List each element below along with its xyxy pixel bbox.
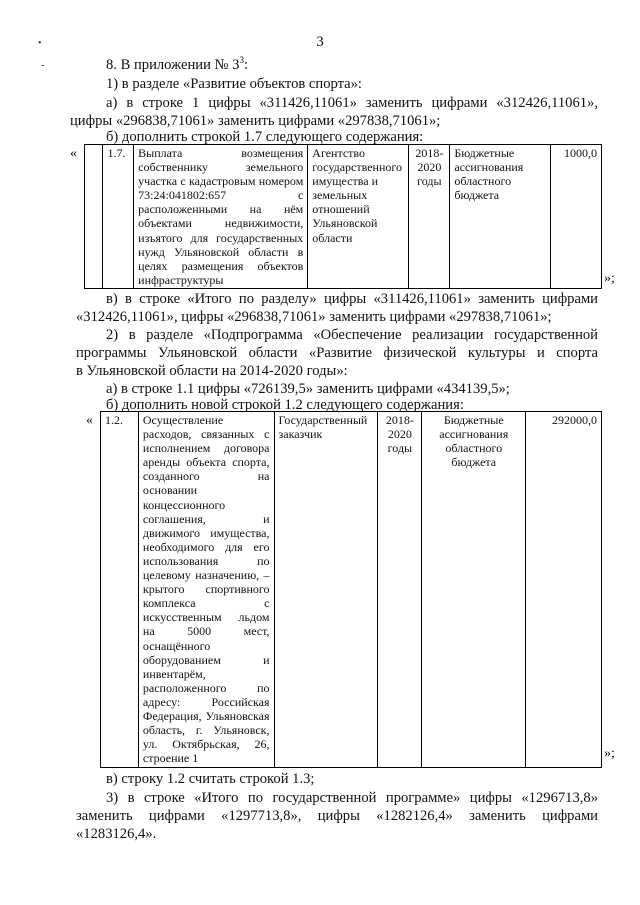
paragraph-line: б) дополнить новой строкой 1.2 следующего содержания: <box>106 397 464 413</box>
funding-source-cell: Бюджетные ассигнования областного бюджета <box>450 145 550 289</box>
paragraph-line: а) в строке 1 цифры «311426,11061» заменить цифрами «312426,11061», <box>106 95 598 111</box>
paragraph-line: заменить цифрами «1297713,8», цифры «1282126,4» заменить цифрами <box>76 808 598 824</box>
paragraph-line: «1283126,4». <box>76 826 157 842</box>
row-number-cell: 1.2. <box>101 412 139 768</box>
row-number-cell: 1.7. <box>103 145 134 289</box>
years-cell: 2018- 2020 годы <box>409 145 450 289</box>
paragraph-line: 1) в разделе «Развитие объектов спорта»: <box>106 76 362 92</box>
description-cell: Осуществление расходов, связанных с исполнением договора аренды объекта спорта, созданного на основании концессионного соглашения, и движимого имущества, необходимого для его использования по целевому назначению, – крытого спортивного комплекса с искусственным льдом на 5000 мест, оснащённого оборудованием и инвентарём, расположенного по адресу: Российская Федерация, Ульяновская область, г. Ульяновск, ул. Октябрьская, 26, строение 1 <box>138 412 274 768</box>
funding-source-cell: Бюджетные ассигнования областного бюджета <box>422 412 526 768</box>
paragraph-line: в Ульяновской области на 2014-2020 годы»: <box>76 363 348 379</box>
amount-cell: 292000,0 <box>526 412 602 768</box>
paragraph-line: в) в строке «Итого по разделу» цифры «311426,11061» заменить цифрами <box>106 291 598 307</box>
scan-speck: - <box>41 60 45 71</box>
table-open-quote: « <box>86 413 93 428</box>
years-cell: 2018- 2020 годы <box>378 412 422 768</box>
table-open-quote: « <box>70 146 77 161</box>
inserted-row-table-2 <box>100 411 602 768</box>
table-close-quote: »; <box>604 746 615 761</box>
executor-cell: Государственный заказчик <box>274 412 378 768</box>
paragraph-line: цифры «296838,71061» заменить цифрами «297838,71061»; <box>70 113 441 129</box>
table-row <box>101 412 602 768</box>
paragraph-line: а) в строке 1.1 цифры «726139,5» заменить цифрами «434139,5»; <box>106 381 510 397</box>
table-close-quote: »; <box>604 271 615 286</box>
paragraph-line: в) строку 1.2 считать строкой 1.3; <box>106 771 315 787</box>
page-number: 3 <box>316 34 324 50</box>
paragraph-line: 3) в строке «Итого по государственной программе» цифры «1296713,8» <box>106 790 598 806</box>
paragraph-line: 2) в разделе «Подпрограмма «Обеспечение реализации государственной <box>106 327 598 343</box>
executor-cell: Агентство государственного имущества и земельных отношений Ульяновской области <box>308 145 409 289</box>
table-row <box>85 145 602 289</box>
paragraph-line: б) дополнить строкой 1.7 следующего содержания: <box>106 129 424 145</box>
scan-speck: • <box>38 38 42 49</box>
blank-cell <box>85 145 103 289</box>
section-heading: 8. В приложении № $3^3$: <box>106 55 248 73</box>
inserted-row-table-1 <box>84 144 602 289</box>
amount-cell: 1000,0 <box>550 145 601 289</box>
paragraph-line: программы Ульяновской области «Развитие физической культуры и спорта <box>76 345 598 361</box>
description-cell: Выплата возмещения собственнику земельного участка с кадастровым номером 73:24:041802:657 с расположенными на нём объектами недвижимости, изъятого для государственных нужд Ульяновской области в целях размещения объектов инфраструктуры <box>134 145 308 289</box>
paragraph-line: «312426,11061», цифры «296838,71061» заменить цифрами «297838,71061»; <box>76 309 552 325</box>
